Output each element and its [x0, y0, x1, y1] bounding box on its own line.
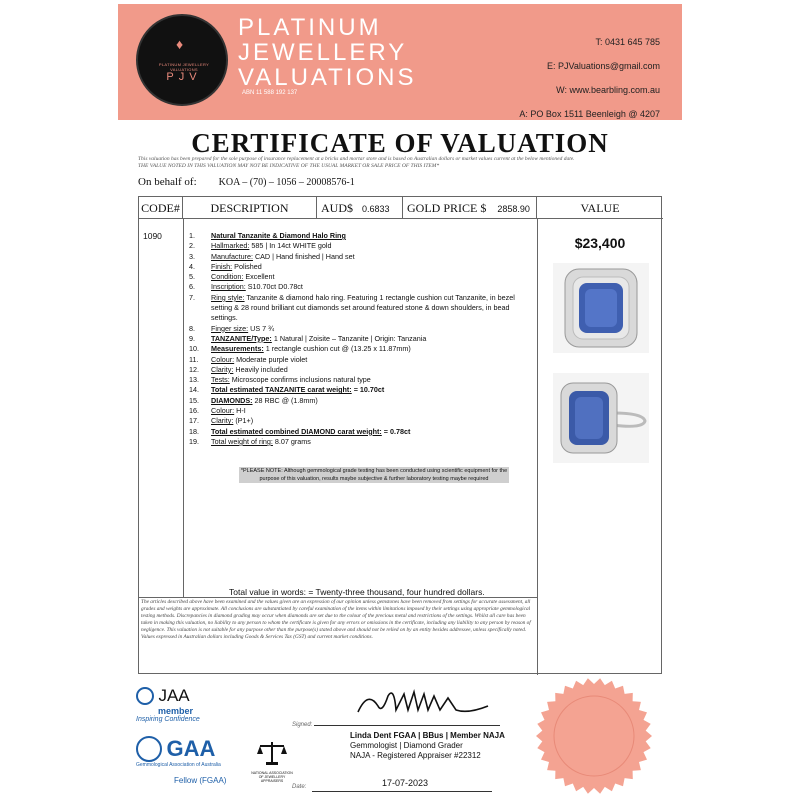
item-text: 585 | In 14ct WHITE gold: [249, 241, 332, 251]
date-line: [312, 791, 492, 792]
disclaimer-line: THE VALUE NOTED IN THIS VALUATION MAY NOT BE INDICATIVE OF THE USUAL MARKET OR SALE PRICE OF THIS ITEM*: [138, 163, 440, 169]
item-text: 1 Natural | Zoisite – Tanzanite | Origin: Tanzania: [271, 333, 427, 343]
signature-line: [314, 725, 500, 726]
scales-icon: [257, 740, 287, 766]
item-text-wrap: [211, 344, 411, 354]
description-item: [189, 262, 535, 272]
item-text-wrap: [211, 241, 332, 251]
on-behalf-of: [138, 176, 355, 188]
item-label: Condition:: [211, 272, 244, 282]
item-code: 1090: [143, 231, 162, 241]
description-item: [189, 241, 535, 251]
description-item: [189, 396, 535, 406]
description-item: [189, 385, 535, 395]
item-text: (P1+): [233, 416, 254, 426]
ring-photo-side: [553, 373, 649, 463]
header-value: VALUE: [537, 197, 663, 219]
pjv-logo: [136, 14, 228, 106]
brand-line: VALUATIONS: [238, 64, 417, 91]
item-text: Excellent: [243, 272, 275, 282]
header-code: CODE#: [139, 197, 183, 219]
description-item: [189, 293, 535, 324]
item-number: 10.: [189, 344, 199, 354]
item-text: Polished: [232, 261, 262, 271]
description-item: [189, 406, 535, 416]
brand-name: [238, 16, 416, 91]
item-label: TANZANITE/Type:: [211, 333, 272, 343]
item-text-wrap: [211, 406, 246, 416]
item-label: Finger size:: [211, 323, 249, 333]
description-item: [189, 355, 535, 365]
item-label: Measurements:: [211, 344, 264, 354]
item-text-wrap: [211, 262, 262, 272]
item-number: 8.: [189, 323, 195, 333]
description-item: [189, 272, 535, 282]
description-item: [189, 427, 535, 437]
item-text-wrap: [211, 385, 384, 395]
item-text: US 7 ¾: [248, 323, 275, 333]
jaa-emblem-icon: [136, 687, 154, 705]
item-number: 5.: [189, 272, 195, 282]
brand-line: PLATINUM: [238, 14, 382, 41]
description-item: [189, 252, 535, 262]
signature: [348, 684, 498, 722]
item-text: 1 rectangle cushion cut @ (13.25 x 11.87mm): [263, 344, 411, 354]
item-number: 3.: [189, 251, 195, 261]
description-item: [189, 416, 535, 426]
aud-value: 0.6833: [362, 204, 390, 214]
abn-number: ABN 11 588 192 137: [242, 90, 298, 96]
item-label: Clarity:: [211, 416, 234, 426]
description-item: [189, 365, 535, 375]
naja-text: NATIONAL ASSOCIATION OF JEWELLERY APPRAISERS: [251, 771, 293, 783]
item-label: Total weight of ring:: [211, 436, 273, 446]
item-number: 12.: [189, 364, 199, 374]
jaa-member-text: member: [158, 706, 194, 716]
header-gold-price: [403, 197, 537, 219]
item-label: Colour:: [211, 354, 235, 364]
column-divider: [537, 219, 538, 675]
gaa-emblem-icon: [136, 736, 162, 762]
divider: [139, 597, 537, 598]
item-label: Clarity:: [211, 364, 234, 374]
item-text: H-I: [234, 406, 246, 416]
signed-label: Signed:: [292, 722, 313, 728]
item-text: Tanzanite & diamond halo ring. Featuring 1 rectangle cushion cut Tanzanite, in bezel setting & 28 round brilliant cut diamonds set around featured stone & down shoulders, in bead settings.: [211, 292, 515, 323]
item-text-wrap: [211, 231, 346, 241]
item-number: 15.: [189, 395, 199, 405]
item-label: DIAMONDS:: [211, 395, 253, 405]
item-number: 4.: [189, 261, 195, 271]
contact-block: [519, 30, 660, 126]
item-text-wrap: [211, 437, 311, 447]
gaa-fellow: Fellow (FGAA): [174, 776, 227, 785]
signer-name: Linda Dent FGAA | BBus | Member NAJA: [350, 731, 505, 740]
logo-ring-text: PLATINUM JEWELLERY VALUATIONS: [158, 62, 210, 72]
valuation-table: [138, 196, 662, 674]
item-text: = 10.70ct: [351, 385, 385, 395]
description-item: [189, 437, 535, 447]
item-label: Inscription:: [211, 282, 246, 292]
item-number: 1.: [189, 231, 195, 240]
item-number: 17.: [189, 416, 199, 426]
logo-initials: PJV: [166, 71, 202, 83]
description-item: [189, 282, 535, 292]
contact-address: A: PO Box 1511 Beenleigh @ 4207: [519, 109, 660, 119]
item-text-wrap: [211, 427, 410, 437]
item-text: CAD | Hand finished | Hand set: [252, 251, 355, 261]
letterhead: [118, 4, 682, 120]
contact-email: E: PJValuations@gmail.com: [546, 61, 660, 71]
item-number: 13.: [189, 375, 199, 385]
contact-web: W: www.bearbling.com.au: [556, 85, 660, 95]
item-number: 16.: [189, 406, 199, 416]
item-text-wrap: [211, 252, 355, 262]
item-text: 28 RBC @ (1.8mm): [252, 395, 318, 405]
valuation-amount: $23,400: [574, 235, 626, 251]
contact-phone: T: 0431 645 785: [595, 37, 660, 47]
item-text-wrap: [211, 324, 274, 334]
jaa-tagline: Inspiring Confidence: [136, 716, 200, 723]
disclaimer-line: This valuation has been prepared for the sole purpose of insurance replacement at a bricks and mortar store and is based on Australian dollars or market values current at the below mentioned date.: [138, 156, 575, 162]
item-text-wrap: [211, 293, 535, 324]
brand-line: JEWELLERY: [238, 39, 408, 66]
item-label: Manufacture:: [211, 251, 253, 261]
total-value-words: Total value in words: = Twenty-three thousand, four hundred dollars.: [229, 587, 485, 597]
jaa-text: JAA: [158, 686, 190, 705]
item-text: 8.07 grams: [272, 436, 311, 446]
header-description: DESCRIPTION: [183, 197, 317, 219]
ring-photo-top: [553, 263, 649, 353]
item-number: 2.: [189, 241, 195, 251]
item-label: Natural Tanzanite & Diamond Halo Ring: [211, 231, 346, 240]
item-text-wrap: [211, 365, 288, 375]
date-label: Date:: [292, 784, 307, 790]
terms-and-conditions: The articles described above have been examined and the values given are an expression of our opinion unless gemstones have been removed from settings for accurate assessment, all grades and weights are approximate. All conclusions are substantiated by careful examination of the items within limitations imposed by their settings using appropriate gemmological testing methods. Discrepancies in diamond grading may occur when diamonds are set due to the colour of the precious metal and restrictions of the settings. Whilst all care has been taken in making this valuation, no liability to any person to whom the certificate is given for any errors or omissions in the certificate, including any liability to any person by reason of negligence. This valuation is not suitable for any purpose other than the purpose(s) stated above and should not be relied on by an entity besides addressee, unless specifically noted. Values expressed in Australian dollars including Goods & Services Tax (GST) and current market conditions.: [141, 599, 531, 640]
item-label: Total estimated TANZANITE carat weight:: [211, 385, 352, 395]
item-text-wrap: [211, 416, 253, 426]
description-item: [189, 375, 535, 385]
description-item: [189, 324, 535, 334]
item-label: Colour:: [211, 406, 235, 416]
item-text: Moderate purple violet: [234, 354, 308, 364]
item-text-wrap: [211, 272, 275, 282]
gaa-subtitle: Gemmological Association of Australia: [136, 762, 221, 768]
header-aud: [317, 197, 403, 219]
item-text-wrap: [211, 375, 371, 385]
embossed-seal: [534, 676, 654, 796]
item-number: 7.: [189, 292, 195, 302]
item-number: 9.: [189, 333, 195, 343]
signer-details: [350, 731, 505, 761]
certificate-page: [118, 4, 682, 796]
description-item: [189, 231, 535, 241]
naja-logo: [250, 740, 294, 783]
item-text-wrap: [211, 334, 426, 344]
diamond-icon: ♦: [176, 36, 184, 52]
item-number: 14.: [189, 385, 199, 395]
item-label: Tests:: [211, 375, 230, 385]
signer-role: Gemmologist | Diamond Grader: [350, 741, 463, 750]
item-text: Heavily included: [233, 364, 288, 374]
signer-registration: NAJA - Registered Appraiser #22312: [350, 751, 481, 760]
description-item: [189, 334, 535, 344]
certificate-title: CERTIFICATE OF VALUATION: [191, 128, 609, 158]
gaa-text: GAA: [166, 736, 216, 761]
item-label: Ring style:: [211, 292, 245, 302]
item-text: Microscope confirms inclusions natural type: [229, 375, 371, 385]
item-number: 19.: [189, 436, 199, 446]
item-text: = 0.78ct: [381, 426, 411, 436]
gold-label: GOLD PRICE $: [407, 201, 487, 215]
behalf-label: On behalf of:: [138, 176, 197, 188]
column-divider: [183, 219, 184, 597]
item-description-list: [189, 231, 535, 447]
disclaimer: [138, 156, 668, 170]
gold-value: 2858.90: [497, 204, 530, 214]
item-label: Hallmarked:: [211, 241, 250, 251]
item-number: 18.: [189, 426, 199, 436]
item-text: S10.70ct D0.78ct: [245, 282, 303, 292]
item-number: 6.: [189, 282, 195, 292]
item-label: Finish:: [211, 261, 233, 271]
please-note: *PLEASE NOTE: Although gemmological grade testing has been conducted using scientific equipment for the purpose of this valuation, results maybe subjective & further laboratory testing maybe required: [240, 468, 508, 482]
item-text-wrap: [211, 282, 303, 292]
jaa-member-logo: [136, 686, 200, 723]
date-value: 17-07-2023: [382, 778, 429, 788]
item-text-wrap: [211, 396, 318, 406]
item-label: Total estimated combined DIAMOND carat weight:: [211, 426, 382, 436]
item-number: 11.: [189, 354, 199, 364]
item-text-wrap: [211, 355, 307, 365]
behalf-reference: KOA – (70) – 1056 – 20008576-1: [218, 177, 355, 188]
gaa-logo: [136, 736, 226, 785]
aud-label: AUD$: [321, 201, 353, 215]
description-item: [189, 344, 535, 354]
